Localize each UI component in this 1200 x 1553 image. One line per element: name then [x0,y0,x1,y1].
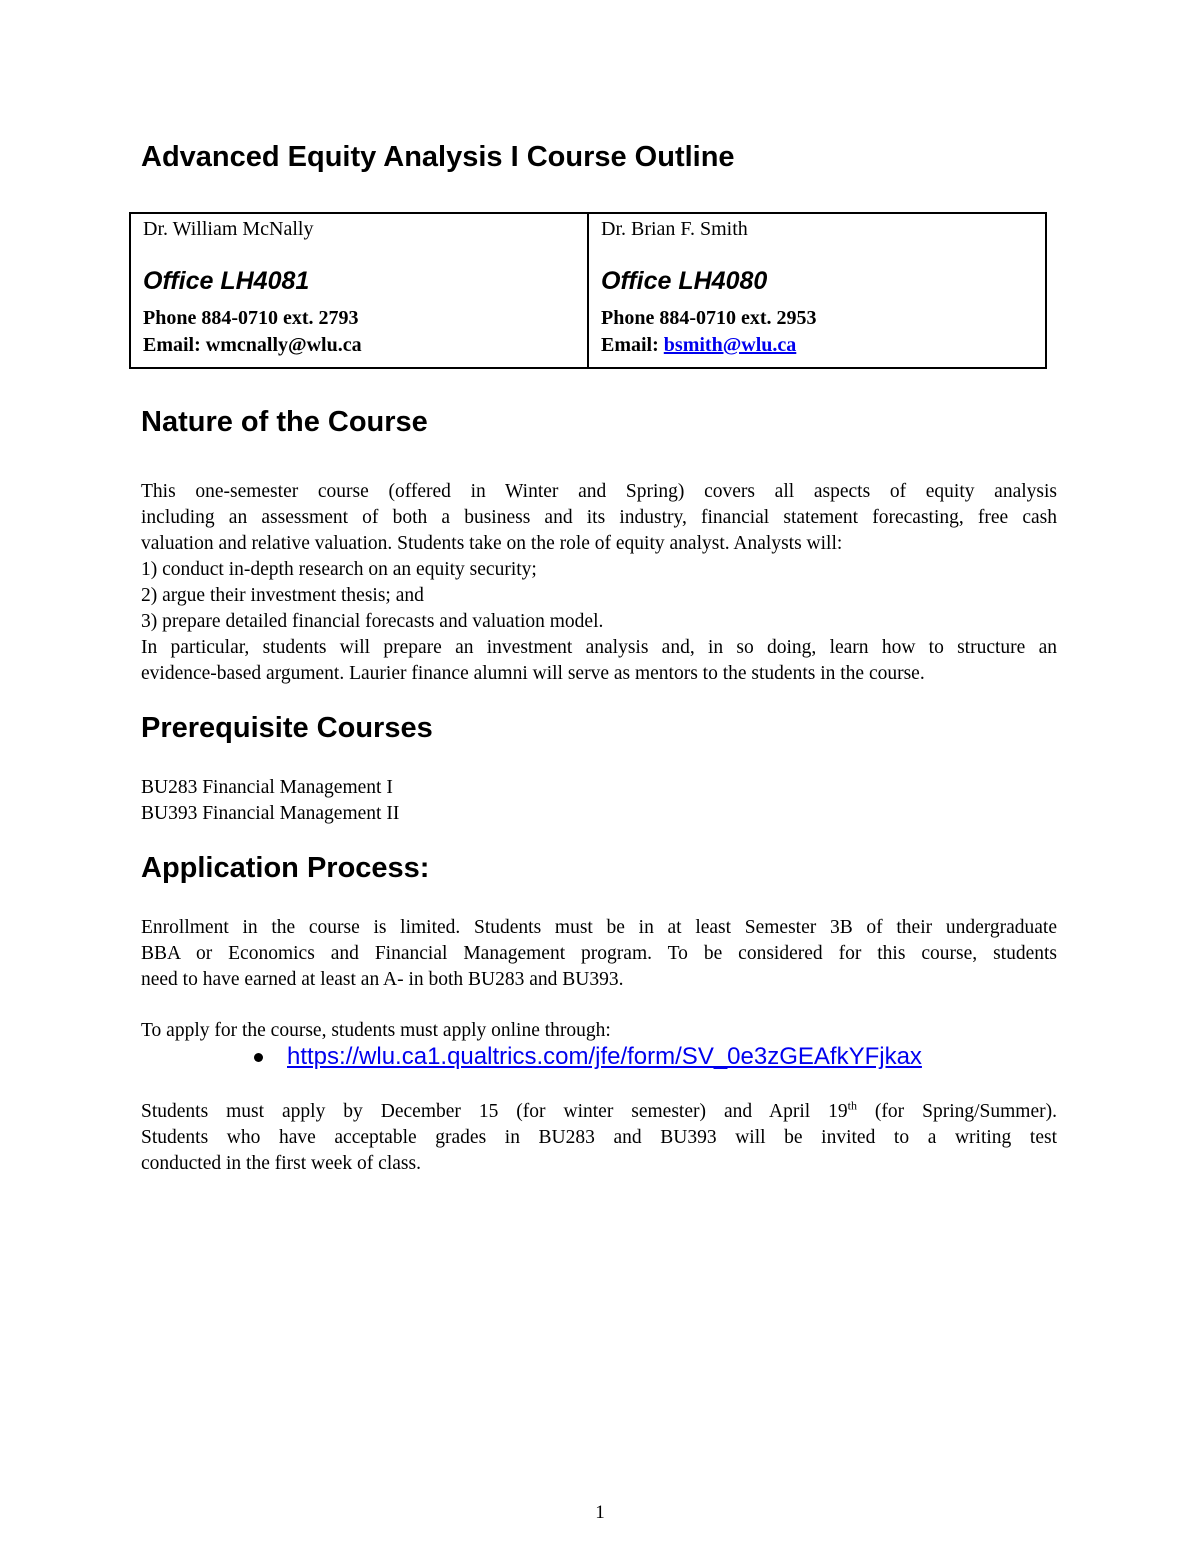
application-link-item [254,1043,922,1071]
text-line: valuation and relative valuation. Students take on the role of equity analyst. Analysts will: [141,533,843,554]
text-line: Enrollment in the course is limited. Students must be in at least Semester 3B of their undergraduate [141,917,1057,938]
application-paragraph [141,915,1057,993]
text-line: evidence-based argument. Laurier finance alumni will serve as mentors to the students in the course. [141,663,925,684]
nature-paragraph [141,479,1057,687]
section-heading-application: Application Process: [141,852,430,884]
text-line: 2) argue their investment thesis; and [141,585,424,606]
email-label: Email: [601,334,664,356]
text-line: 1) conduct in-depth research on an equity security; [141,559,537,580]
list-item: BU283 Financial Management I [141,777,393,798]
text-line: conducted in the first week of class. [141,1153,421,1174]
application-form-link[interactable]: https://wlu.ca1.qualtrics.com/jfe/form/SV_0e3zGEAfkYFjkax [287,1043,922,1070]
instructor-name: Dr. William McNally [143,218,314,240]
instructor-email-line [143,334,362,357]
apply-intro: To apply for the course, students must apply online through: [141,1020,611,1041]
text-line: including an assessment of both a business and its industry, financial statement forecasting, free cash [141,507,1057,528]
instructor-cell-mcnally [131,214,587,367]
instructor-contact-table [129,212,1047,369]
text-line: Students who have acceptable grades in BU283 and BU393 will be invited to a writing test [141,1127,1057,1148]
email-label: Email: [143,334,206,356]
list-item: BU393 Financial Management II [141,803,400,824]
deadline-text-end: (for Spring/Summer). [856,1101,1057,1122]
text-line [141,1099,1057,1125]
section-heading-prerequisites: Prerequisite Courses [141,712,433,744]
prerequisites-list [141,775,1057,827]
ordinal-suffix: th [847,1098,857,1113]
instructor-phone: Phone 884-0710 ext. 2953 [601,307,817,329]
text-line: need to have earned at least an A- in both BU283 and BU393. [141,969,624,990]
text-line: 3) prepare detailed financial forecasts and valuation model. [141,611,604,632]
text-line: BBA or Economics and Financial Management program. To be considered for this course, students [141,943,1057,964]
instructor-office: Office LH4080 [601,267,768,295]
text-line: In particular, students will prepare an investment analysis and, in so doing, learn how to structure an [141,637,1057,658]
deadline-text: Students must apply by December 15 (for winter semester) and April 19 [141,1101,848,1122]
instructor-office: Office LH4081 [143,267,310,295]
page-number: 1 [595,1502,605,1523]
instructor-name: Dr. Brian F. Smith [601,218,748,240]
instructor-email-line [601,334,796,357]
instructor-phone: Phone 884-0710 ext. 2793 [143,307,359,329]
bullet-icon [254,1053,263,1062]
instructor-cell-smith [587,214,1045,367]
instructor-email-link[interactable]: bsmith@wlu.ca [663,334,797,356]
text-line: This one-semester course (offered in Winter and Spring) covers all aspects of equity analysis [141,481,1057,502]
section-heading-nature: Nature of the Course [141,406,428,438]
deadline-paragraph [141,1099,1057,1177]
document-title: Advanced Equity Analysis I Course Outline [141,141,735,173]
instructor-email: wmcnally@wlu.ca [205,334,362,356]
